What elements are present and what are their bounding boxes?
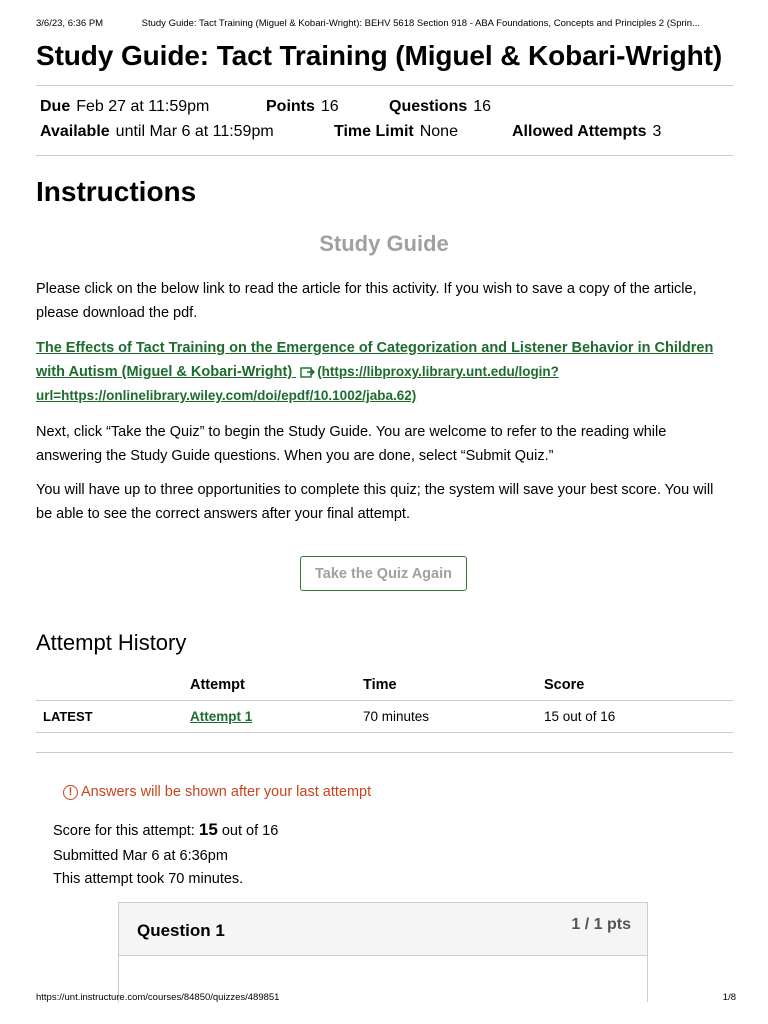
print-footer	[36, 992, 736, 1003]
question-points: 1 / 1 pts	[571, 916, 631, 933]
quiz-meta-row-1	[40, 97, 209, 117]
column-header-attempt: Attempt	[190, 670, 363, 701]
article-url-link[interactable]: (https://libproxy.library.unt.edu/login?url=https://onlinelibrary.wiley.com/doi/epdf/10.1002/jaba.62)	[36, 364, 559, 403]
print-page-title: Study Guide: Tact Training (Miguel & Kobari-Wright): BEHV 5618 Section 918 - ABA Foundations, Concepts and Principles 2 (Sprin...	[141, 18, 700, 29]
warning-icon: !	[63, 785, 78, 800]
print-url: https://unt.instructure.com/courses/84850/quizzes/489851	[36, 992, 280, 1003]
attempt-1-link[interactable]: Attempt 1	[190, 709, 253, 724]
column-header-score: Score	[544, 670, 733, 701]
time-cell: 70 minutes	[363, 701, 544, 733]
instructions-paragraph-2: Next, click “Take the Quiz” to begin the Study Guide. You are welcome to refer to the reading while answering the Study Guide questions. When you are done, select “Submit Quiz.”	[36, 424, 667, 464]
attempt-history-table	[36, 670, 733, 733]
score-for-attempt: Score for this attempt: 15 out of 16	[53, 820, 279, 839]
divider	[36, 155, 733, 156]
question-title: Question 1	[137, 921, 225, 940]
divider	[36, 85, 733, 86]
answers-notice-text: Answers will be shown after your last attempt	[81, 784, 372, 800]
questions-field: Questions 16	[389, 98, 492, 115]
print-datetime: 3/6/23, 6:36 PM	[36, 18, 104, 29]
external-link-icon	[300, 366, 315, 378]
instructions-paragraph-3: You will have up to three opportunities to complete this quiz; the system will save your best score. You will be able to see the correct answers after your final attempt.	[36, 482, 714, 522]
answers-notice	[63, 784, 371, 800]
available-field: Available until Mar 6 at 11:59pm	[40, 123, 274, 140]
duration-text: This attempt took 70 minutes.	[53, 871, 244, 887]
column-header-time: Time	[363, 670, 544, 701]
table-header-row	[36, 670, 733, 701]
score-value: 15	[198, 820, 218, 839]
allowed-attempts-field: Allowed Attempts 3	[512, 123, 662, 140]
page-title: Study Guide: Tact Training (Miguel & Kobari-Wright)	[36, 40, 723, 71]
print-page-number: 1/8	[722, 992, 736, 1003]
due-field: Due Feb 27 at 11:59pm	[40, 98, 210, 115]
submitted-text: Submitted Mar 6 at 6:36pm	[53, 848, 228, 864]
points-field: Points 16	[266, 98, 339, 115]
attempt-history-heading: Attempt History	[36, 630, 187, 655]
article-link-block	[36, 336, 726, 408]
article-link-text: The Effects of Tact Training on the Emergence of Categorization and Listener Behavior in Children with Autism (Miguel & Kobari-Wright)	[36, 340, 714, 380]
question-header	[119, 903, 647, 956]
latest-label: LATEST	[36, 701, 190, 733]
question-card	[118, 902, 648, 1002]
column-header	[36, 670, 190, 701]
table-row	[36, 701, 733, 733]
print-header	[36, 18, 736, 29]
time-limit-field: Time Limit None	[334, 123, 458, 140]
take-quiz-again-button[interactable]: Take the Quiz Again	[300, 556, 467, 591]
score-cell: 15 out of 16	[544, 701, 733, 733]
instructions-paragraph-1: Please click on the below link to read the article for this activity. If you wish to save a copy of the article, please download the pdf.	[36, 281, 697, 321]
study-guide-heading: Study Guide	[319, 231, 449, 256]
divider	[36, 752, 733, 753]
attempt-cell	[190, 701, 363, 733]
instructions-heading: Instructions	[36, 176, 197, 207]
